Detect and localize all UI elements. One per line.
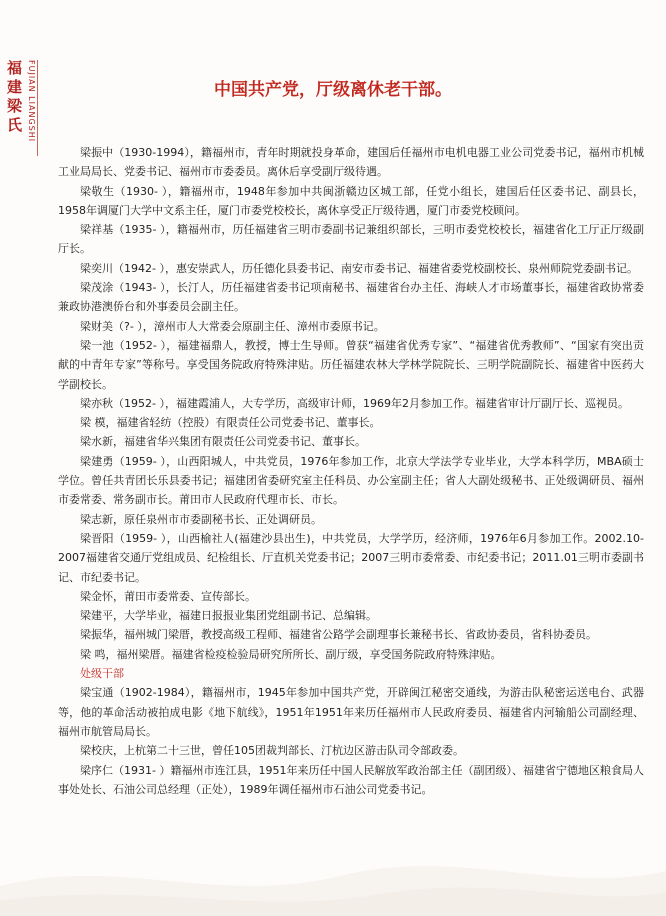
biography-paragraph: 梁祥基（1935- ），籍福州市，历任福建省三明市委副书记兼组织部长，三明市委党校校长，福建省化工厅正厅级副厅长。: [58, 223, 644, 256]
side-book-pinyin: FUJIAN LIANGSHI: [27, 60, 36, 143]
biography-paragraph: 梁建平，大学毕业，福建日报报业集团党组副书记、总编辑。: [80, 609, 377, 623]
background-wave-decoration: [0, 826, 666, 916]
biography-paragraph: 梁敬生（1930- ），籍福州市，1948年参加中共闽浙赣边区城工部，任党小组长，建国后任区委书记、副县长，1958年调厦门大学中文系主任，厦门市委党校校长，离休享受正厅级待遇，厦门市委党校顾问。: [58, 184, 644, 217]
biography-paragraph: 梁振中（1930-1994），籍福州市，青年时期就投身革命，建国后任福州市电机电器工业公司党委书记，福州市机械工业局局长、党委书记、福州市市委委员。离休后享受副厅级待遇。: [58, 146, 644, 179]
biography-paragraph: 梁校庆，上杭第二十三世，曾任105团裁判部长、汀杭边区游击队司令部政委。: [80, 744, 464, 758]
page-title: 中国共产党，厅级离休老干部。: [214, 80, 452, 100]
biography-paragraph: 梁振华，福州城门梁厝，教授高级工程师、福建省公路学会副理事长兼秘书长、省政协委员，省科协委员。: [80, 628, 597, 642]
biography-paragraph: 梁水新，福建省华兴集团有限责任公司党委书记、董事长。: [80, 435, 366, 449]
biography-paragraph: 梁一池（1952- ），福建福鼎人，教授，博士生导师。曾获“福建省优秀专家”、“福建省优秀教师”、“国家有突出贡献的中青年专家”等称号。享受国务院政府特殊津贴。历任福建农林大学林学院院长、三明学院副院长、福建省中医药大学副校长。: [58, 338, 644, 391]
biography-paragraph: 梁茂涂（1943- ），长汀人，历任福建省委书记项南秘书、福建省台办主任、海峡人才市场董事长，福建省政协常委兼政协港澳侨台和外事委员会副主任。: [58, 281, 644, 314]
biography-paragraph: 梁亦秋（1952- ），福建霞浦人，大专学历，高级审计师，1969年2月参加工作。福建省审计厅副厅长、巡视员。: [80, 396, 629, 410]
biography-paragraph: 梁奕川（1942- ），惠安崇武人，历任德化县委书记、南安市委书记、福建省委党校副校长、泉州师院党委副书记。: [80, 261, 638, 275]
biography-paragraph: 梁晋阳（1959- ），山西榆社人(福建沙县出生)，中共党员，大学学历，经济师，1976年6月参加工作。2002.10-2007福建省交通厅党组成员、纪检组长、厅直机关党委书记；2007三明市委常委、市纪委书记；2011.01三明市委副书记、市纪委书记。: [58, 531, 644, 584]
main-content: [58, 143, 644, 799]
side-book-title: 福建梁氏: [5, 60, 23, 136]
biography-paragraph: 梁 鸣，福州梁厝。福建省检疫检验局研究所所长、副厅级，享受国务院政府特殊津贴。: [80, 647, 502, 661]
section-header: 处级干部: [80, 667, 124, 681]
biography-paragraph: 梁金怀，莆田市委常委、宣传部长。: [80, 589, 256, 603]
biography-paragraph: 梁志新，原任泉州市市委副秘书长、正处调研员。: [80, 512, 322, 526]
biography-paragraph: 梁序仁（1931- ）籍福州市连江县，1951年来历任中国人民解放军政治部主任（副团级）、福建省宁德地区粮食局人事处处长、石油公司总经理（正处），1989年调任福州市石油公司党委书记。: [58, 763, 644, 796]
biography-paragraph: 梁宝通（1902-1984），籍福州市，1945年参加中国共产党，开辟闽江秘密交通线，为游击队秘密运送电台、武器等，他的革命活动被拍成电影《地下航线》，1951年1951年来历任福州市人民政府委员、福建省内河输船公司副经理、福州市航管局局长。: [58, 686, 644, 738]
biography-paragraph: 梁财美（?- ），漳州市人大常委会原副主任、漳州市委原书记。: [80, 319, 385, 333]
biography-paragraph: 梁建勇（1959- ），山西阳城人，中共党员，1976年参加工作，北京大学法学专业毕业，大学本科学历，MBA硕士学位。曾任共青团长乐县委书记；福建团省委研究室主任科员、办公室副主任；省人大副处级秘书、正处级调研员、福州市委常委、常务副市长。莆田市人民政府代理市长、市长。: [58, 454, 644, 507]
biography-paragraph: 梁 模，福建省轻纺（控股）有限责任公司党委书记、董事长。: [80, 416, 381, 430]
